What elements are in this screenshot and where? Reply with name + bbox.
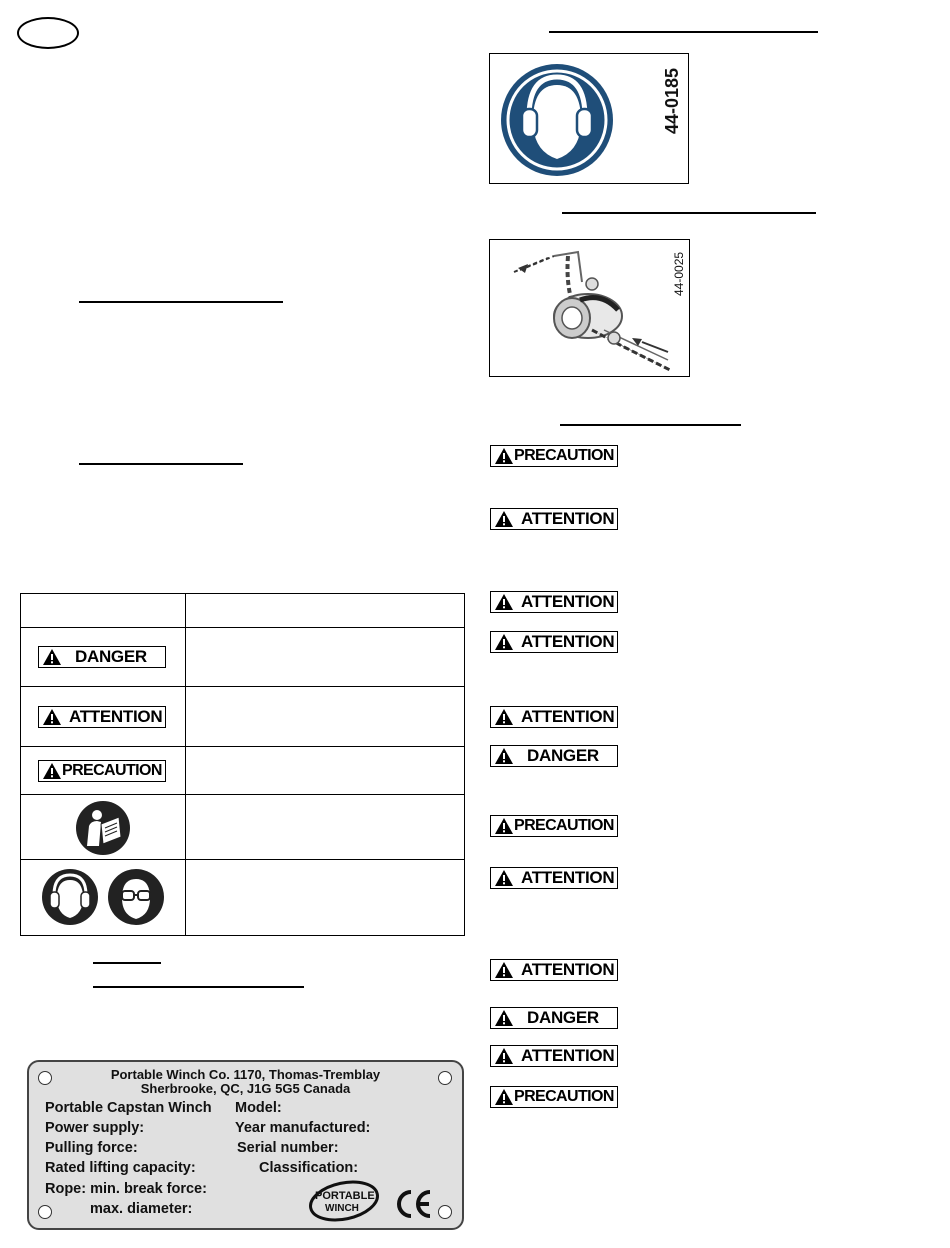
warning-triangle-icon xyxy=(495,594,513,610)
warning-triangle-icon xyxy=(495,511,513,527)
label-text: PRECAUTION xyxy=(62,762,162,779)
table-column-divider xyxy=(185,594,186,935)
nameplate-power-supply: Power supply: xyxy=(45,1120,145,1136)
ear-protection-icon xyxy=(500,63,614,177)
warning-triangle-icon xyxy=(495,1048,513,1064)
warning-triangle-icon xyxy=(495,1089,513,1105)
danger-label xyxy=(38,646,166,668)
label-text: ATTENTION xyxy=(521,632,615,651)
table-row-divider xyxy=(21,794,464,795)
label-text: PRECAUTION xyxy=(514,817,614,834)
ear-protection-decal xyxy=(489,53,689,184)
heading-underline xyxy=(79,463,243,465)
decal-code xyxy=(658,58,684,138)
nameplate-rated-capacity: Rated lifting capacity: xyxy=(45,1160,196,1176)
warning-triangle-icon xyxy=(495,962,513,978)
precaution-label xyxy=(38,760,166,782)
label-text: ATTENTION xyxy=(521,592,615,611)
table-row-divider xyxy=(21,859,464,860)
table-row-divider xyxy=(21,746,464,747)
ear-protection-icon xyxy=(41,868,99,926)
portable-winch-logo xyxy=(307,1177,381,1223)
mounting-hole xyxy=(38,1205,52,1219)
attention-label xyxy=(490,959,618,981)
label-text: ATTENTION xyxy=(521,509,615,528)
label-text: PRECAUTION xyxy=(514,1088,614,1105)
warning-triangle-icon xyxy=(495,448,513,464)
nameplate-classification: Classification: xyxy=(259,1160,359,1176)
warning-triangle-icon xyxy=(495,870,513,886)
heading-underline xyxy=(93,986,304,988)
precaution-label xyxy=(490,445,618,467)
warning-triangle-icon xyxy=(495,1010,513,1026)
nameplate-model: Model: xyxy=(235,1100,282,1116)
precaution-label xyxy=(490,1086,618,1108)
nameplate-rope-break: Rope: min. break force: xyxy=(45,1181,207,1197)
capstan-rope-direction-icon xyxy=(492,242,672,374)
label-text: DANGER xyxy=(75,647,147,666)
label-text: DANGER xyxy=(527,1008,599,1027)
nameplate-serial: Serial number: xyxy=(237,1140,339,1156)
table-row-divider xyxy=(21,627,464,628)
svg-text:44-0025: 44-0025 xyxy=(672,251,686,296)
label-text: ATTENTION xyxy=(69,707,163,726)
svg-text:44-0185: 44-0185 xyxy=(662,67,682,134)
language-tab-oval xyxy=(17,17,79,49)
warning-triangle-icon xyxy=(43,763,61,779)
nameplate xyxy=(27,1060,464,1230)
heading-underline xyxy=(562,212,816,214)
mounting-hole xyxy=(438,1205,452,1219)
precaution-label xyxy=(490,815,618,837)
label-text: ATTENTION xyxy=(521,960,615,979)
attention-label xyxy=(490,1045,618,1067)
warning-triangle-icon xyxy=(495,709,513,725)
nameplate-product: Portable Capstan Winch xyxy=(45,1100,212,1116)
danger-label xyxy=(490,745,618,767)
heading-underline xyxy=(93,962,161,964)
attention-label xyxy=(38,706,166,728)
danger-label xyxy=(490,1007,618,1029)
attention-label xyxy=(490,867,618,889)
label-text: ATTENTION xyxy=(521,868,615,887)
attention-label xyxy=(490,706,618,728)
ce-mark-icon xyxy=(395,1188,433,1220)
warning-triangle-icon xyxy=(495,818,513,834)
eye-protection-icon xyxy=(107,868,165,926)
attention-label xyxy=(490,591,618,613)
warning-triangle-icon xyxy=(495,634,513,650)
warning-triangle-icon xyxy=(495,748,513,764)
svg-text:PORTABLE: PORTABLE xyxy=(315,1190,375,1202)
nameplate-pulling-force: Pulling force: xyxy=(45,1140,138,1156)
label-text: PRECAUTION xyxy=(514,447,614,464)
attention-label xyxy=(490,631,618,653)
svg-text:WINCH: WINCH xyxy=(325,1203,359,1214)
heading-underline xyxy=(79,301,283,303)
label-text: DANGER xyxy=(527,746,599,765)
decal-code xyxy=(670,244,688,300)
heading-underline xyxy=(560,424,741,426)
heading-underline xyxy=(549,31,818,33)
label-text: ATTENTION xyxy=(521,707,615,726)
nameplate-header-line1: Portable Winch Co. 1170, Thomas-Tremblay xyxy=(110,1067,381,1082)
attention-label xyxy=(490,508,618,530)
read-manual-icon xyxy=(75,800,131,856)
warning-triangle-icon xyxy=(43,709,61,725)
table-row-divider xyxy=(21,686,464,687)
nameplate-rope-diameter: max. diameter: xyxy=(90,1201,193,1217)
warning-triangle-icon xyxy=(43,649,61,665)
rope-direction-decal xyxy=(489,239,690,377)
nameplate-year: Year manufactured: xyxy=(235,1120,371,1136)
nameplate-header-line2: Sherbrooke, QC, J1G 5G5 Canada xyxy=(140,1081,351,1096)
label-text: ATTENTION xyxy=(521,1046,615,1065)
